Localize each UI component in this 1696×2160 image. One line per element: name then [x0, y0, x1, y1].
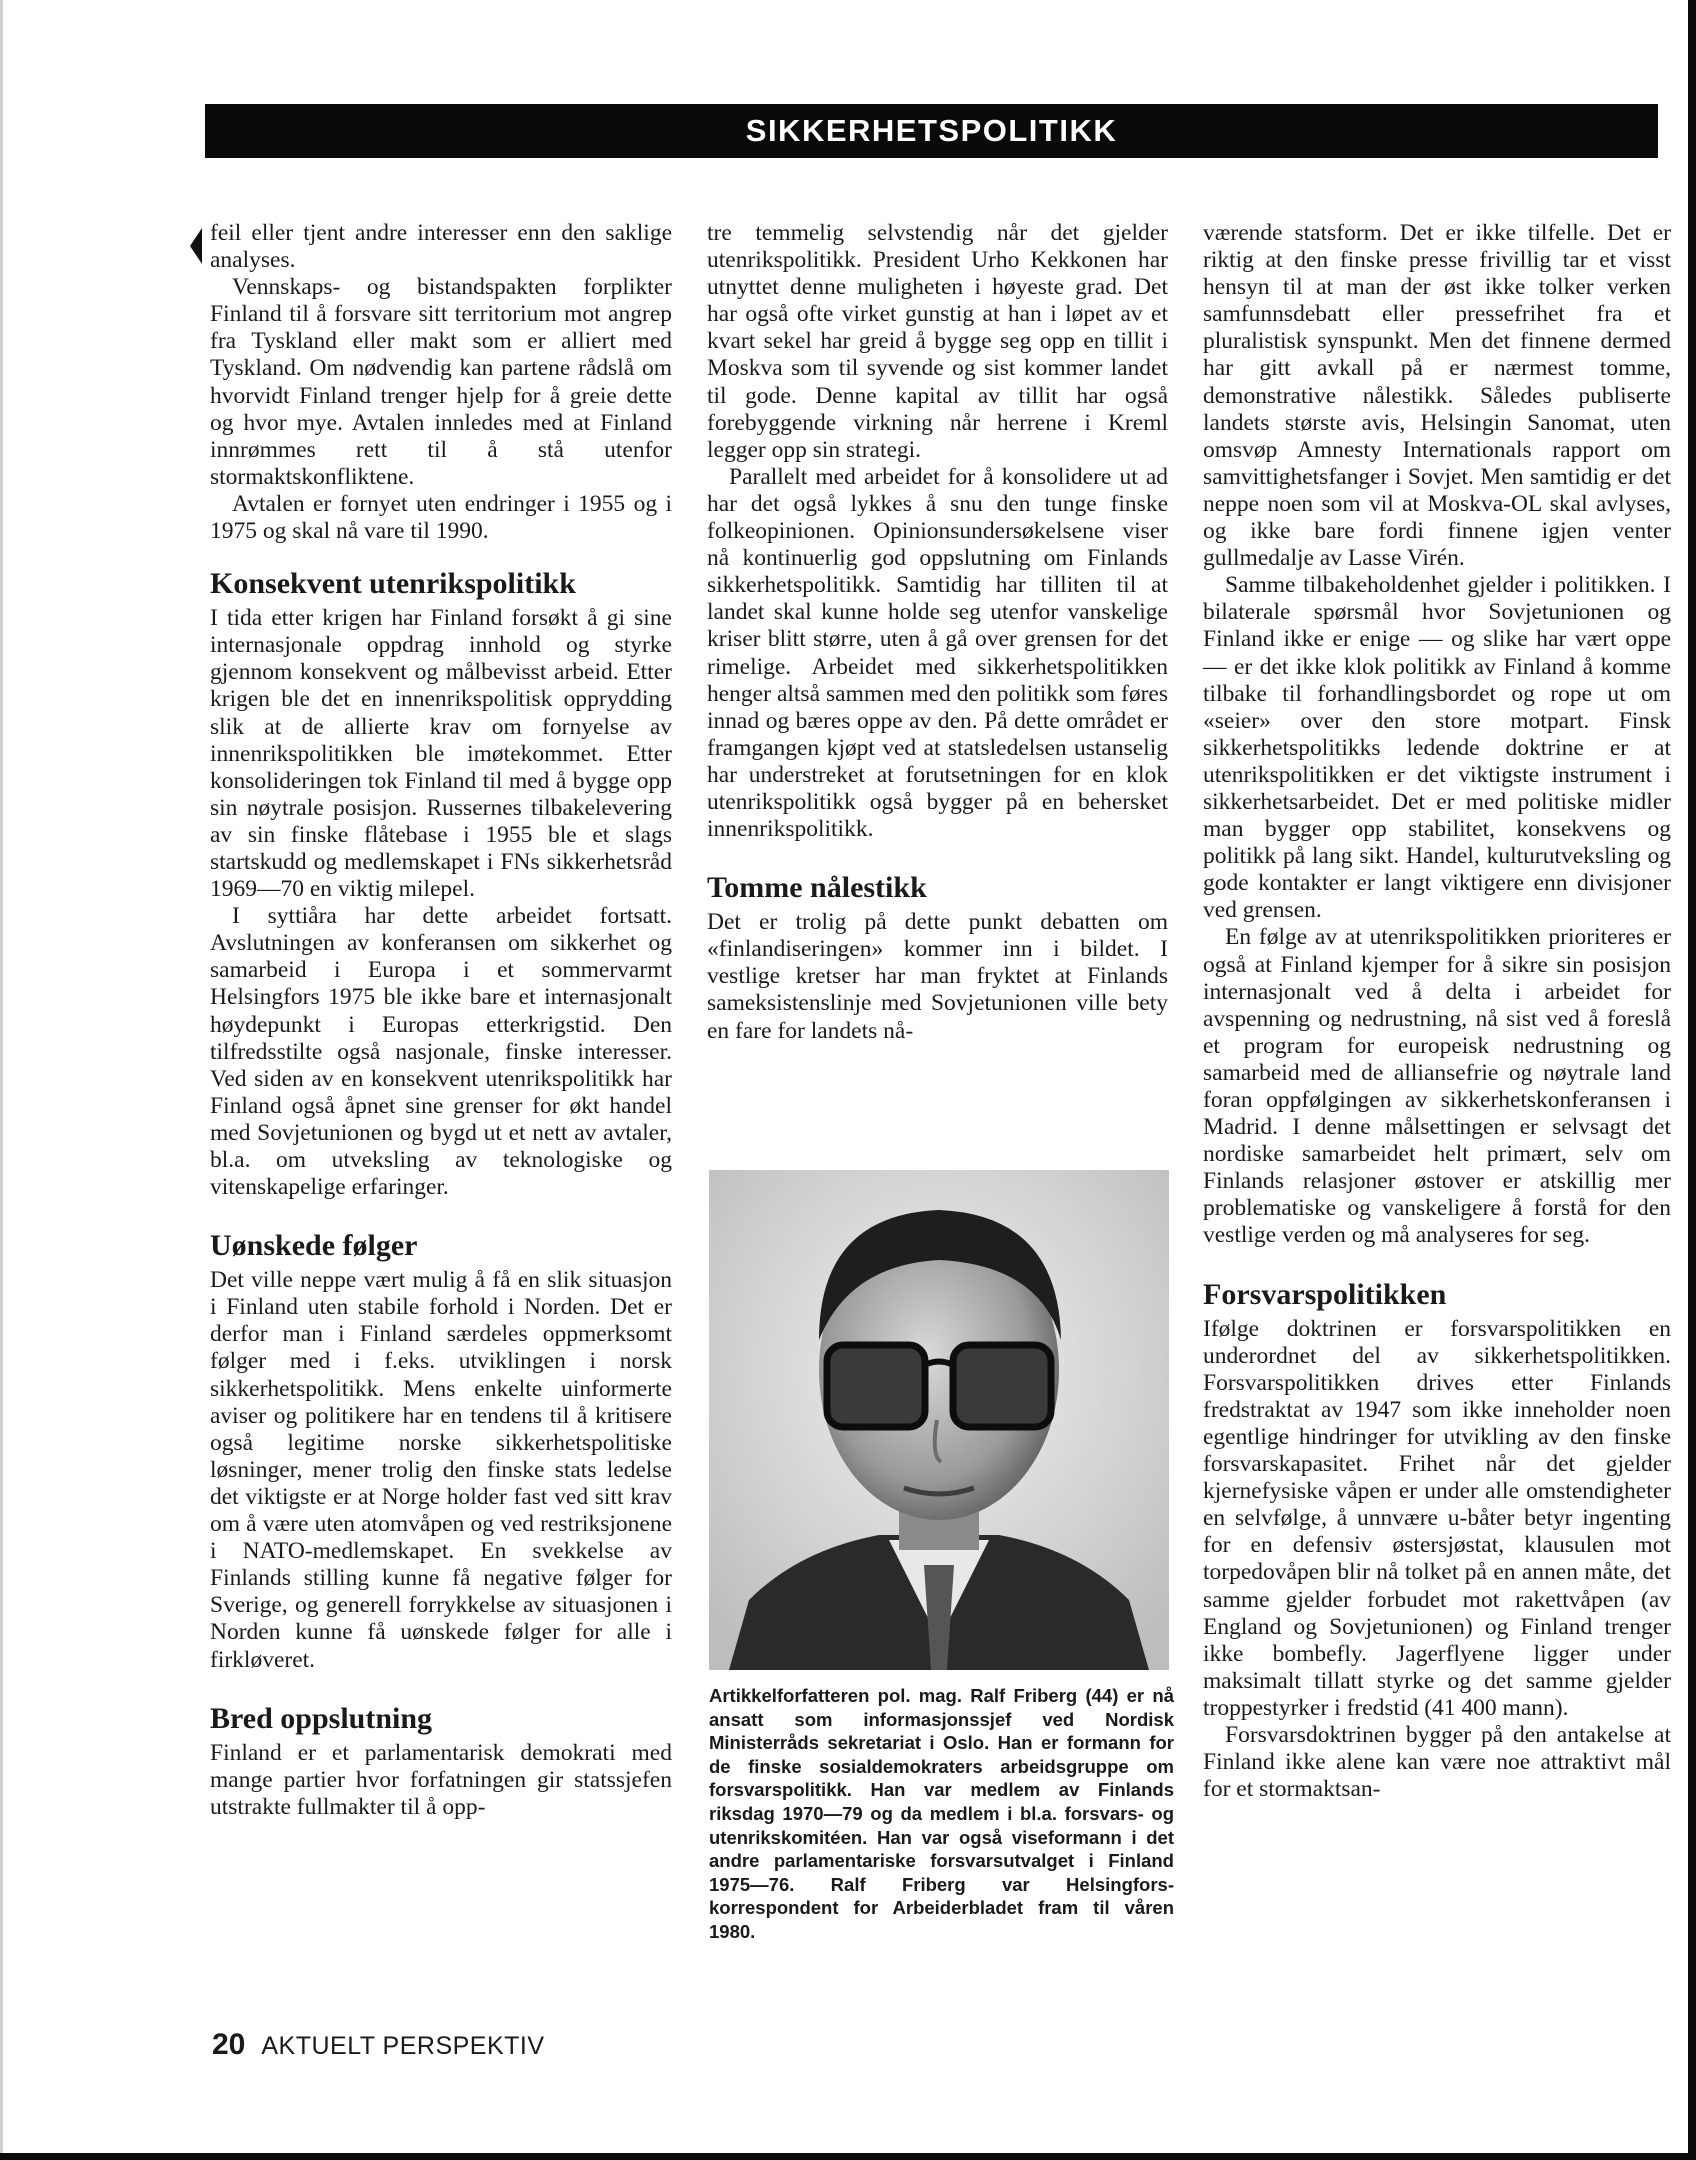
- paragraph: Det er trolig på dette punkt debatten om «finlandiseringen» kommer inn i bildet. I vestlige kretser har man fryktet at Finlands sameksistenslinje med Sovjetunionen ville bety en fare for landets nå-: [707, 909, 1168, 1044]
- subheading-tomme-nalestikk: Tomme nålestikk: [707, 871, 927, 905]
- paragraph: værende statsform. Det er ikke tilfelle. Det er riktig at den finske presse frivillig tar et visst hensyn til at man der øst ikke tolker verken samfunnsdebatt eller pressefrihet fra et pluralistisk synspunkt. Men det finnene dermed har gitt avkall på er nærmest tomme, demonstrative nålestikk. Således publiserte landets største avis, Helsingin Sanomat, uten omsvøp Amnesty Internationals rapport om samvittighetsfanger i Sovjet. Men samtidig er det neppe noen som vil at Moskva-OL skal avlyses, og ikke bare fordi finnene igjen venter gullmedalje av Lasse Virén.: [1203, 220, 1671, 572]
- paragraph: I tida etter krigen har Finland forsøkt å gi sine internasjonale oppdrag innhold og styrke gjennom konsekvent og målbevisst arbeid. Etter krigen ble det en innenrikspolitisk opprydding slik at de allierte krav om fornyelse av innenrikspolitikken ble imøtekommet. Etter konsolideringen tok Finland til med å bygge opp sin nøytrale posisjon. Russernes tilbakelevering av sin finske flåtebase i 1955 ble et slags startskudd og medlemskapet i FNs sikkerhetsråd 1969—70 en viktig milepel.: [210, 605, 672, 903]
- subheading-uonskede-folger: Uønskede følger: [210, 1229, 418, 1263]
- section-title: SIKKERHETSPOLITIKK: [745, 113, 1118, 148]
- subheading-bred-oppslutning: Bred oppslutning: [210, 1701, 433, 1735]
- scan-edge-left: [0, 0, 3, 2160]
- scan-edge-right: [1688, 0, 1696, 2160]
- article-column-2: [707, 220, 1168, 1044]
- paragraph: Ifølge doktrinen er forsvarspolitikken en underordnet del av sikkerhetspolitikken. Forsvarspolitikken drives etter Finlands fredstraktat av 1947 som ikke inneholder noen egentlige hindringer for utvikling av den finske forsvarskapasitet. Frihet når det gjelder kjernefysiske våpen er under alle omstendigheter en selvfølge, å unnvære u-båter betyr ingenting for en defensiv østersjøstat, klausulen mot torpedovåpen blir nå tolket på en annen måte, det samme gjelder forbudet mot rakettvåpen (av England og Sovjetunionen) og Finland trenger ikke bombefly. Jagerflyene ligger under maksimalt tillatt styrke og det samme gjelder troppestyrker i fredstid (41 400 mann).: [1203, 1315, 1671, 1721]
- paragraph: Parallelt med arbeidet for å konsolidere ut ad har det også lykkes å snu den tunge finske folkeopinionen. Opinionsundersøkelsene viser nå kontinuerlig god oppslutning om Finlands sikkerhetspolitikk. Samtidig har tilliten til at landet skal kunne holde seg utenfor vanskelige kriser blitt større, uten å gå over grensen for det rimelige. Arbeidet med sikkerhetspolitikken henger altså sammen med den politikk som føres innad og bæres oppe av den. På dette området er framgangen kjøpt ved at statsledelsen ustanselig har understreket at forutsetningen for en klok utenrikspolitikk også bygger på en behersket innenrikspolitikk.: [707, 463, 1168, 843]
- page-footer: [212, 2028, 545, 2062]
- paragraph: Vennskaps- og bistandspakten forplikter Finland til å forsvare sitt territorium mot angrep fra Tyskland eller makt som er alliert med Tyskland. Om nødvendig kan partene rådslå om hvorvidt Finland trenger hjelp for å greie dette og hvor mye. Avtalen innledes med at Finland innrømmes rett til å stå utenfor stormaktskonfliktene.: [210, 274, 672, 490]
- continuation-arrow-icon: [190, 228, 202, 264]
- paragraph: Avtalen er fornyet uten endringer i 1955 og i 1975 og skal nå vare til 1990.: [210, 490, 672, 545]
- subheading-konsekvent-utenrikspolitikk: Konsekvent utenrikspolitikk: [210, 567, 576, 601]
- paragraph: Samme tilbakeholdenhet gjelder i politikken. I bilaterale spørsmål hvor Sovjetunionen og Finland ikke er enige — og slike har vært oppe — er det ikke klok politikk av Finland å komme tilbake til forhandlingsbordet og rope ut om «seier» over den store motpart. Finsk sikkerhetspolitikks ledende doktrine er at utenrikspolitikken er det viktigste instrument i sikkerhetsarbeidet. Det er med politiske midler man bygger opp stabilitet, konsekvens og politikk på lang sikt. Handel, kulturutveksling og gode kontakter er langt viktigere enn divisjoner ved grensen.: [1203, 572, 1671, 924]
- article-column-3: [1203, 220, 1671, 2050]
- paragraph: Det ville neppe vært mulig å få en slik situasjon i Finland uten stabile forhold i Norden. Det er derfor man i Finland særdeles oppmerksomt følger med i f.eks. utviklingen i norsk sikkerhetspolitikk. Mens enkelte uinformerte aviser og politikere har en tendens til å kritisere også legitime norske sikkerhetspolitiske løsninger, mener trolig den finske stats ledelse det viktigste er at Norge holder fast ved sitt krav om å være uten atomvåpen og ved restriksjonene i NATO-medlemskapet. En svekkelse av Finlands stilling kunne få negative følger for Sverige, og generell forrykkelse av situasjonen i Norden kunne få uønskede følger for alle i firkløveret.: [210, 1267, 672, 1673]
- subheading-forsvarspolitikken: Forsvarspolitikken: [1203, 1277, 1447, 1311]
- author-portrait-photo: [709, 1170, 1169, 1670]
- paragraph: Finland er et parlamentarisk demokrati med mange partier hvor forfatningen gir statssjefen utstrakte fullmakter til å opp-: [210, 1739, 672, 1820]
- paragraph: feil eller tjent andre interesser enn den saklige analyses.: [210, 220, 672, 274]
- section-header-bar: [205, 104, 1658, 158]
- paragraph: I syttiåra har dette arbeidet fortsatt. Avslutningen av konferansen om sikkerhet og samarbeid i Europa i et sommervarmt Helsingfors 1975 ble ikke bare et internasjonalt høydepunkt i Europas etterkrigstid. Den tilfredsstilte også nasjonale, finske interesser. Ved siden av en konsekvent utenrikspolitikk har Finland også åpnet sine grenser for økt handel med Sovjetunionen og bygd ut et nett av avtaler, bl.a. om utveksling av teknologiske og vitenskapelige erfaringer.: [210, 903, 672, 1201]
- photo-caption: Artikkelforfatteren pol. mag. Ralf Friberg (44) er nå ansatt som informasjonssjef ved Nordisk Ministerråds sekretariat i Oslo. Han er formann for de finske sosialdemokraters arbeidsgruppe om forsvarspolitikk. Han var medlem av Finlands riksdag 1970—79 og da medlem i bl.a. forsvars- og utenrikskomitéen. Han var også viseformann i det andre parlamentariske forsvarsutvalget i Finland 1975—76. Ralf Friberg var Helsingfors-korrespondent for Arbeiderbladet fram til våren 1980.: [709, 1685, 1174, 1942]
- publication-name: AKTUELT PERSPEKTIV: [261, 2032, 545, 2060]
- paragraph: tre temmelig selvstendig når det gjelder utenrikspolitikk. President Urho Kekkonen har utnyttet denne muligheten i høyeste grad. Det har også ofte virket gunstig at han i løpet av et kvart sekel har greid å bygge seg opp en tillit i Moskva som til syvende og sist kommer landet til gode. Denne kapital av tillit har også forebyggende virkning når herrene i Kreml legger opp sin strategi.: [707, 220, 1168, 463]
- scan-edge-bottom: [0, 2153, 1696, 2160]
- paragraph: Forsvarsdoktrinen bygger på den antakelse at Finland ikke alene kan være noe attraktivt mål for et stormaktsan-: [1203, 1721, 1671, 1803]
- page-number: 20: [212, 2028, 246, 2061]
- article-column-1: [210, 220, 672, 1995]
- paragraph: En følge av at utenrikspolitikken prioriteres er også at Finland kjemper for å sikre sin posisjon internasjonalt ved å delta i arbeidet for avspenning og nedrustning, nå sist ved å foreslå et program for europeisk nedrustning og samarbeid med de alliansefrie og nøytrale land foran oppfølgingen av sikkerhetskonferansen i Madrid. I denne målsettingen er selvsagt det nordiske samarbeidet helt primært, selv om Finlands relasjoner østover er atskillig mer problematiske og vanskeligere å forstå for den vestlige verden og må analyseres for seg.: [1203, 924, 1671, 1249]
